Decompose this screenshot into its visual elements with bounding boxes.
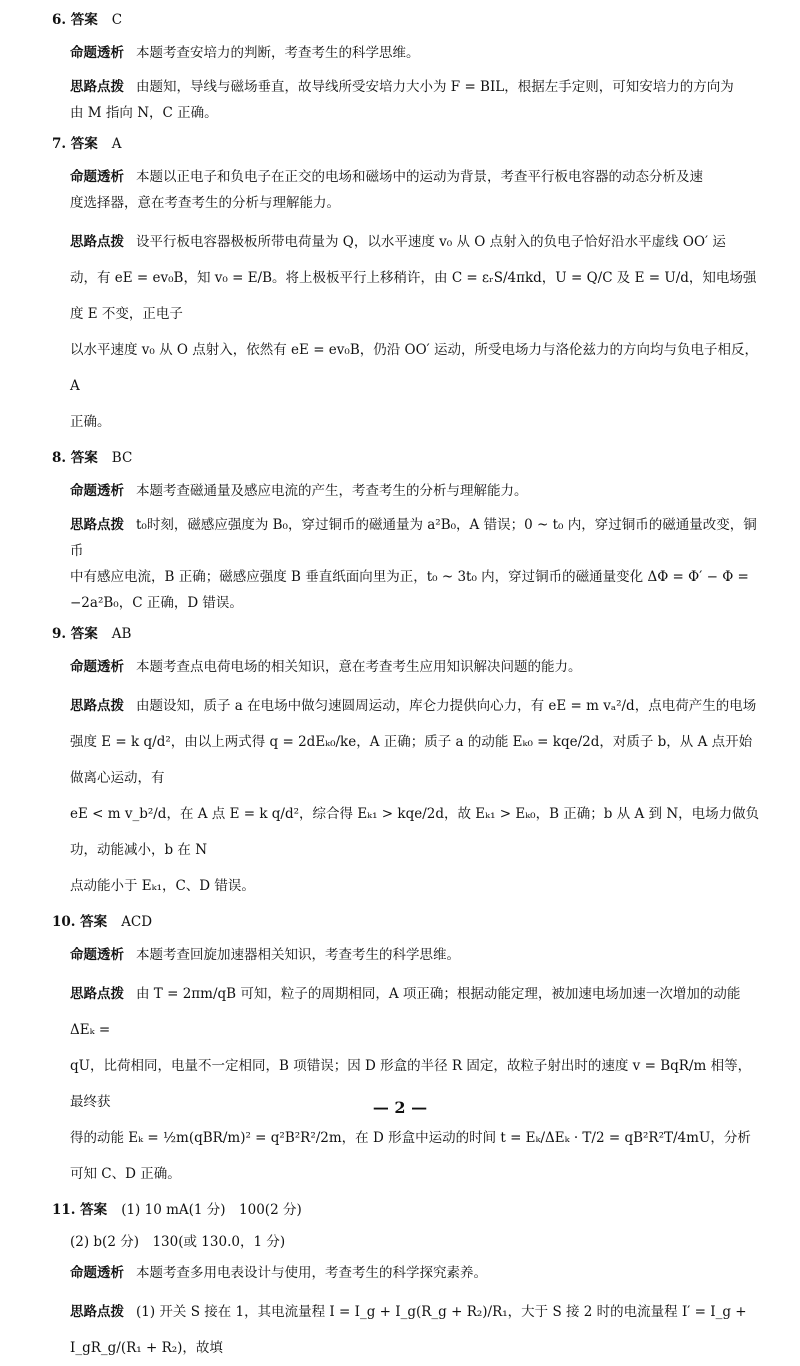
hint-text: −2a²B₀，C 正确，D 错误。 — [70, 595, 243, 611]
hint-tag: 思路点拨 — [70, 234, 124, 250]
question-8-answer: BC — [111, 450, 133, 466]
question-7-analysis — [52, 164, 764, 216]
analysis-text: 本题考查点电荷电场的相关知识，意在考查考生应用知识解决问题的能力。 — [136, 659, 582, 675]
question-10-hint — [52, 976, 764, 1192]
question-11-answer-2: (2) b(2 分) 130(或 130.0，1 分) — [70, 1234, 286, 1250]
analysis-text: 本题以正电子和负电子在正交的电场和磁场中的运动为背景，考查平行板电容器的动态分析及速 — [136, 169, 703, 185]
hint-text: 点动能小于 Eₖ₁，C、D 错误。 — [70, 878, 255, 894]
analysis-text: 本题考查磁通量及感应电流的产生，考查考生的分析与理解能力。 — [136, 483, 528, 499]
question-11-analysis — [52, 1260, 764, 1286]
hint-text: (1) 开关 S 接在 1，其电流量程 I = I_g + I_g(R_g + R₂)/R₁，大于 S 接 2 时的电流量程 I′ = I_g + I_gR_g/(R₁ + R₂)，故填 — [70, 1304, 747, 1356]
question-9-label: 9. 答案 — [52, 626, 98, 642]
hint-text: 由题知，导线与磁场垂直，故导线所受安培力大小为 F = BIL，根据左手定则，可知安培力的方向为 — [136, 79, 734, 95]
analysis-tag: 命题透析 — [70, 1265, 124, 1281]
analysis-tag: 命题透析 — [70, 947, 124, 963]
question-6-header — [52, 10, 764, 30]
question-7 — [52, 134, 764, 440]
analysis-tag: 命题透析 — [70, 659, 124, 675]
analysis-tag: 命题透析 — [70, 169, 124, 185]
hint-text: 以水平速度 v₀ 从 O 点射入，依然有 eE = ev₀B，仍沿 OO′ 运动，所受电场力与洛伦兹力的方向均与负电子相反，A — [70, 342, 759, 394]
question-7-header — [52, 134, 764, 154]
analysis-text: 本题考查安培力的判断，考查考生的科学思维。 — [136, 45, 420, 61]
analysis-text: 本题考查多用电表设计与使用，考查考生的科学探究素养。 — [136, 1265, 487, 1281]
question-8-label: 8. 答案 — [52, 450, 98, 466]
hint-text: 由 M 指向 N，C 正确。 — [70, 105, 218, 121]
hint-text: 动，有 eE = ev₀B，知 v₀ = E/B。将上极板平行上移稍许，由 C = εᵣS/4πkd，U = Q/C 及 E = U/d，知电场强度 E 不变，正电子 — [70, 270, 757, 322]
hint-text: eE < m v_b²/d，在 A 点 E = k q/d²，综合得 Eₖ₁ > kqe/2d，故 Eₖ₁ > Eₖ₀，B 正确；b 从 A 到 N，电场力做负功，动能减小，b 在 N — [70, 806, 760, 858]
question-9-analysis — [52, 654, 764, 680]
question-10-header — [52, 912, 764, 932]
question-10-answer: ACD — [121, 914, 153, 930]
hint-tag: 思路点拨 — [70, 517, 124, 533]
question-10 — [52, 912, 764, 1192]
question-8-analysis — [52, 478, 764, 504]
hint-text: t₀时刻，磁感应强度为 B₀，穿过铜币的磁通量为 a²B₀，A 错误；0 ~ t₀ 内，穿过铜币的磁通量改变，铜币 — [70, 517, 757, 559]
question-8-hint — [52, 512, 764, 616]
hint-text: 强度 E = k q/d²，由以上两式得 q = 2dEₖ₀/ke，A 正确；质子 a 的动能 Eₖ₀ = kqe/2d，对质子 b，从 A 点开始做离心运动，有 — [70, 734, 753, 786]
question-11-header — [52, 1200, 764, 1220]
hint-text: 得的动能 Eₖ = ½m(qBR/m)² = q²B²R²/2m，在 D 形盒中运动的时间 t = Eₖ/ΔEₖ · T/2 = qB²R²T/4mU，分析可知 C、D 正确。 — [70, 1130, 751, 1182]
page-number: — 2 — — [372, 1098, 428, 1117]
question-6 — [52, 10, 764, 126]
analysis-tag: 命题透析 — [70, 483, 124, 499]
hint-tag: 思路点拨 — [70, 79, 124, 95]
question-10-label: 10. 答案 — [52, 914, 108, 930]
question-7-label: 7. 答案 — [52, 136, 98, 152]
analysis-text: 本题考查回旋加速器相关知识，考查考生的科学思维。 — [136, 947, 460, 963]
question-7-answer: A — [111, 136, 122, 152]
question-9-answer: AB — [111, 626, 132, 642]
question-11-label: 11. 答案 — [52, 1202, 108, 1218]
hint-text: 由题设知，质子 a 在电场中做匀速圆周运动，库仑力提供向心力，有 eE = m vₐ²/d，点电荷产生的电场 — [136, 698, 757, 714]
question-10-analysis — [52, 942, 764, 968]
question-6-answer: C — [111, 12, 123, 28]
analysis-text: 度选择器，意在考查考生的分析与理解能力。 — [70, 195, 340, 211]
question-9-hint — [52, 688, 764, 904]
question-7-hint — [52, 224, 764, 440]
question-6-analysis — [52, 40, 764, 66]
question-11 — [52, 1200, 764, 1366]
question-6-label: 6. 答案 — [52, 12, 98, 28]
hint-text: qU，比荷相同，电量不一定相同，B 项错误；因 D 形盒的半径 R 固定，故粒子射出时的速度 v = BqR/m 相等，最终获 — [70, 1058, 752, 1110]
question-11-answer-1: (1) 10 mA(1 分) 100(2 分) — [121, 1202, 302, 1218]
analysis-tag: 命题透析 — [70, 45, 124, 61]
question-6-hint — [52, 74, 764, 126]
hint-text: 中有感应电流，B 正确；磁感应强度 B 垂直纸面向里为正，t₀ ~ 3t₀ 内，穿过铜币的磁通量变化 ΔΦ = Φ′ − Φ = — [70, 569, 749, 585]
hint-tag: 思路点拨 — [70, 698, 124, 714]
hint-tag: 思路点拨 — [70, 1304, 124, 1320]
question-9-header — [52, 624, 764, 644]
hint-text: 设平行板电容器极板所带电荷量为 Q，以水平速度 v₀ 从 O 点射入的负电子恰好沿水平虚线 OO′ 运 — [136, 234, 726, 250]
hint-tag: 思路点拨 — [70, 986, 124, 1002]
question-11-hint — [52, 1294, 764, 1366]
hint-text: 正确。 — [70, 414, 111, 430]
hint-text: 由 T = 2πm/qB 可知，粒子的周期相同，A 项正确；根据动能定理，被加速电场加速一次增加的动能 ΔEₖ = — [70, 986, 741, 1038]
question-8 — [52, 448, 764, 616]
question-9 — [52, 624, 764, 904]
question-8-header — [52, 448, 764, 468]
